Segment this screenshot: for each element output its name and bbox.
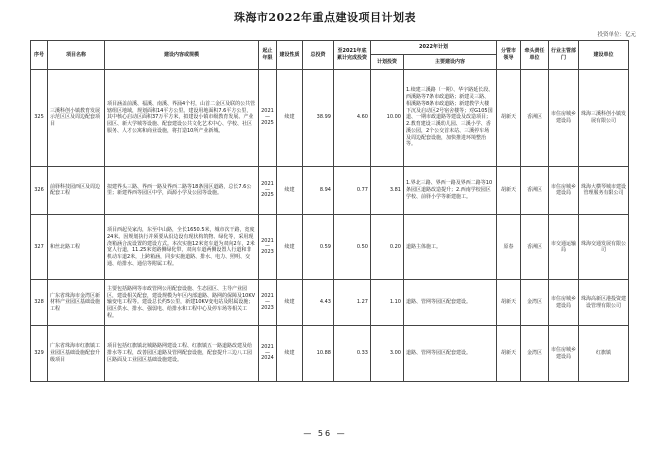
- table-row: [31, 280, 629, 326]
- header-leader: 分管市领导: [497, 41, 521, 70]
- cell-builder: 珠海大横琴城市建设管理服务有限公司: [579, 166, 629, 215]
- cell-years: 2021 — 2024: [259, 326, 277, 382]
- cell-leader: 胡新天: [497, 280, 521, 326]
- cell-name: 前驿科技园西区及周边配套工程: [48, 166, 105, 215]
- cell-builder: 珠海三溪科创小镇发展有限公司: [579, 70, 629, 167]
- cell-total: 8.94: [303, 166, 334, 215]
- table-row: [31, 70, 629, 167]
- cell-plan-content: 1.续建三溪路（一期）、华宇路延长段、西溪路等7条市政道路；新建灵三路、相溪路等8条市政道路；新建教学大楼下沉及启动区2号宿舍楼等；对G105国道、一期市政道路等建设及改造项目；2.教育建设三溪幼儿园、三溪小学、香溪公园，2个公交首末站、三溪停车场及周边配套设施，加快推进环境整治等。: [404, 70, 497, 167]
- cell-name: 三溪科创小镇教育发展示范区区及周边配套项目: [48, 70, 105, 167]
- cell-years: 2021 — 2025: [259, 70, 277, 167]
- cell-years: 2021 — 2023: [259, 280, 277, 326]
- page-number: — 56 —: [303, 429, 347, 438]
- table-row: [31, 326, 629, 382]
- cell-total: 10.88: [303, 326, 334, 382]
- project-table: [30, 40, 629, 382]
- cell-dept: 市住房城乡建设局: [549, 166, 579, 215]
- cell-dept: 市住房城乡建设局: [549, 326, 579, 382]
- cell-nature: 续建: [277, 326, 303, 382]
- header-plan-group: 2022年计划: [371, 41, 497, 55]
- cell-lead-unit: 金湾区: [521, 280, 549, 326]
- cell-plan-content: 道路、管网等园区配套建设。: [404, 326, 497, 382]
- cell-content: 主要包括路网等市政管网公用配套设施、生态园区、主导产业园区，建设相关配套，建设规模为年区内部道路、路网的保障及10KV输变电工程等。建设总长约5公里，新建10KV变电站及附属设施；园区供水、排水、强弱电、给排水和工程中心及停车场等相关工程。: [105, 280, 259, 326]
- cell-plan-content: 1.界北三路、界西一路及界西二路等10条园区道路改造提升；2.西南学校园区学校、前驿小学等新建施工。: [404, 166, 497, 215]
- cell-plan-invest: 10.00: [371, 70, 404, 167]
- header-cumulative: 至2021年底累计完成投资: [334, 41, 371, 70]
- header-name: 项目名称: [48, 41, 105, 70]
- cell-seq: 325: [31, 70, 48, 167]
- cell-total: 38.99: [303, 70, 334, 167]
- unit-label: 投资单位：亿元: [597, 32, 636, 38]
- cell-lead-unit: 香洲区: [521, 166, 549, 215]
- cell-leader: 原春: [497, 215, 521, 280]
- header-builder: 建设单位: [579, 41, 629, 70]
- cell-seq: 326: [31, 166, 48, 215]
- cell-seq: 328: [31, 280, 48, 326]
- cell-lead-unit: 金湾区: [521, 326, 549, 382]
- header-lead-unit: 牵头责任单位: [521, 41, 549, 70]
- cell-plan-content: 道路主体施工。: [404, 215, 497, 280]
- header-plan-content: 主要建设内容: [404, 55, 497, 70]
- cell-total: 4.43: [303, 280, 334, 326]
- cell-seq: 327: [31, 215, 48, 280]
- table-row: [31, 166, 629, 215]
- cell-content: 项目涵盖前溪、福溪、南溪、界涌4个村，山首二金区及联的公共管辖组区地域，规划面积14平方公里。建设用地面积7.6平方公里，其中核心启动区面积37万平方米，拟建设小镇市级教育发展、产业园区、新大学城等设施、配套建设公共文化艺术中心、学校、社区服务、人才公寓和商业设施，将打造10所产业新城。: [105, 70, 259, 167]
- cell-cumulative: 0.77: [334, 166, 371, 215]
- cell-years: 2021 — 2023: [259, 215, 277, 280]
- cell-dept: 市住房城乡建设局: [549, 70, 579, 167]
- header-row-1: [31, 41, 629, 55]
- cell-nature: 续建: [277, 215, 303, 280]
- cell-lead-unit: 香洲区: [521, 70, 549, 167]
- cell-builder: 珠海交通发展有限公司: [579, 215, 629, 280]
- cell-plan-invest: 3.81: [371, 166, 404, 215]
- cell-name: 和丝北路工程: [48, 215, 105, 280]
- cell-plan-content: 道路、管网等园区配套建设。: [404, 280, 497, 326]
- cell-plan-invest: 0.20: [371, 215, 404, 280]
- cell-lead-unit: 香洲区: [521, 215, 549, 280]
- header-dept: 行业主管部门: [549, 41, 579, 70]
- cell-cumulative: 0.50: [334, 215, 371, 280]
- header-plan-invest: 计划投资: [371, 55, 404, 70]
- table-row: [31, 215, 629, 280]
- cell-cumulative: 1.27: [334, 280, 371, 326]
- cell-nature: 续建: [277, 280, 303, 326]
- cell-leader: 胡新天: [497, 70, 521, 167]
- cell-nature: 续建: [277, 166, 303, 215]
- cell-dept: 市交通运输局: [549, 215, 579, 280]
- cell-name: 广东省珠海市红旗镇工业园区基础设施配套升级项目: [48, 326, 105, 382]
- header-seq: 序号: [31, 41, 48, 70]
- page-title: 珠海市2022年重点建设项目计划表: [233, 11, 417, 24]
- cell-content: 拟建界头三路、界西一路及界西二路等18条园区道路，总长7.6公里；新建界西等园区中学，面源小学及公园等设施。: [105, 166, 259, 215]
- cell-plan-invest: 1.10: [371, 280, 404, 326]
- cell-plan-invest: 3.00: [371, 326, 404, 382]
- cell-builder: 红旗镇: [579, 326, 629, 382]
- cell-leader: 胡新天: [497, 166, 521, 215]
- cell-years: 2021 — 2025: [259, 166, 277, 215]
- header-content: 建设内容或规模: [105, 41, 259, 70]
- header-nature: 建设性质: [277, 41, 303, 70]
- cell-seq: 329: [31, 326, 48, 382]
- cell-nature: 续建: [277, 70, 303, 167]
- cell-dept: 市住房城乡建设局: [549, 280, 579, 326]
- header-years: 起止年限: [259, 41, 277, 70]
- header-total: 总投资: [303, 41, 334, 70]
- cell-content: 项目包括红旗镇北城路路网建设工程、红旗镇五一路道路改建及给排水等工程，改善园区道路及管网配套设施，配套提升三边八工园区路面及工业园区基础设施建设。: [105, 326, 259, 382]
- cell-leader: 胡新天: [497, 326, 521, 382]
- cell-name: 广东省珠海市金湾区新材料产业园区基础设施工程: [48, 280, 105, 326]
- cell-content: 项目西起吴家沟，东至中山路，全长1650.5米，城市次干路，宽度24米。因规划执行并须要从沿边设有现状构筑物、绿化等，采用现浇箱涵合流设置的建设方式。本次实施12米宽车道为双向2车，2米宽人行道，11.25米宽路侧绿化带，双向车道两侧设置人行道和非机动车道2米，上跨箱涵，同步实施道路、排水、电力、照明、交通、给排水、通信等附属工程。: [105, 215, 259, 280]
- cell-total: 0.59: [303, 215, 334, 280]
- cell-builder: 珠海高新区港投资建设管理有限公司: [579, 280, 629, 326]
- cell-cumulative: 0.33: [334, 326, 371, 382]
- cell-cumulative: 4.60: [334, 70, 371, 167]
